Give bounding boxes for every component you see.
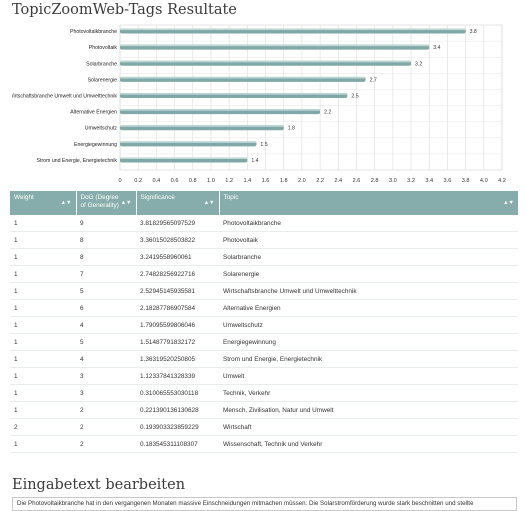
table-row <box>10 368 518 385</box>
cell-dog: 7 <box>76 266 136 283</box>
header-weight[interactable] <box>10 191 76 215</box>
sort-icon[interactable]: ▲▼ <box>503 200 514 206</box>
x-tick-label: 3.2 <box>407 178 415 184</box>
cell-dog: 3 <box>76 385 136 402</box>
data-label: 1.5 <box>260 141 268 148</box>
cell-topic: Technik, Verkehr <box>219 385 518 402</box>
table-row <box>10 334 518 351</box>
category-label: Umweltschutz <box>84 125 117 132</box>
cell-weight: 1 <box>10 334 76 351</box>
data-label: 2.5 <box>351 93 359 100</box>
x-tick-label: 0.8 <box>188 178 197 184</box>
bar-highlight <box>120 125 284 127</box>
significance-bar-chart <box>12 22 517 187</box>
cell-weight: 1 <box>10 283 76 300</box>
table-row <box>10 300 518 317</box>
table-row <box>10 436 518 453</box>
x-tick-label: 4.2 <box>498 178 506 184</box>
cell-weight: 1 <box>10 402 76 419</box>
cell-dog: 3 <box>76 368 136 385</box>
cell-topic: Wissenschaft, Technik und Verkehr <box>219 436 518 453</box>
cell-dog: 5 <box>76 283 136 300</box>
data-label: 3.4 <box>433 45 441 52</box>
cell-topic: Solarenergie <box>219 266 518 283</box>
cell-significance: 2.18287786907584 <box>136 300 219 317</box>
category-label: Alternative Energien <box>70 109 117 116</box>
cell-dog: 4 <box>76 351 136 368</box>
data-label: 2.2 <box>324 109 332 116</box>
x-tick-label: 2.0 <box>298 178 306 184</box>
cell-dog: 2 <box>76 419 136 436</box>
cell-weight: 1 <box>10 249 76 266</box>
cell-topic: Wirtschaftsbranche Umwelt und Umwelttechnik <box>219 283 518 300</box>
x-tick-label: 0.6 <box>170 178 179 184</box>
table-row <box>10 317 518 334</box>
cell-weight: 1 <box>10 232 76 249</box>
cell-weight: 1 <box>10 266 76 283</box>
table-header-row <box>10 191 518 215</box>
x-tick-label: 0.4 <box>152 178 161 184</box>
data-label: 2.7 <box>369 77 377 84</box>
header-significance-label: Significance <box>140 194 175 201</box>
x-tick-label: 0.2 <box>134 178 143 184</box>
cell-weight: 1 <box>10 368 76 385</box>
cell-significance: 1.12337841328339 <box>136 368 219 385</box>
header-weight-label: Weight <box>14 194 34 201</box>
table-row <box>10 215 518 232</box>
category-label: Solarenergie <box>87 77 117 84</box>
cell-dog: 8 <box>76 232 136 249</box>
cell-weight: 1 <box>10 215 76 232</box>
x-tick-label: 2.6 <box>352 178 361 184</box>
cell-topic: Alternative Energien <box>219 300 518 317</box>
bar-highlight <box>120 61 411 63</box>
data-label: 3.8 <box>469 29 477 36</box>
cell-significance: 0.310065553030118 <box>136 385 219 402</box>
table-row <box>10 232 518 249</box>
cell-topic: Photovoltaik <box>219 232 518 249</box>
cell-significance: 2.74828256922716 <box>136 266 219 283</box>
cell-weight: 2 <box>10 419 76 436</box>
x-tick-label: 1.8 <box>279 178 288 184</box>
x-tick-label: 2.4 <box>334 178 343 184</box>
cell-significance: 0.183545311108307 <box>136 436 219 453</box>
cell-dog: 6 <box>76 300 136 317</box>
sort-icon[interactable]: ▲▼ <box>120 200 132 206</box>
header-dog[interactable] <box>76 191 136 215</box>
category-label: Photovoltaik <box>88 45 117 52</box>
x-tick-label: 1.2 <box>225 178 234 184</box>
table-row <box>10 385 518 402</box>
x-tick-label: 2.2 <box>316 178 324 184</box>
x-tick-label: 1.0 <box>207 178 215 184</box>
cell-weight: 1 <box>10 317 76 334</box>
table-row <box>10 402 518 419</box>
cell-significance: 0.193903323859229 <box>136 419 219 436</box>
category-label: Energiegewinnung <box>74 141 117 148</box>
sort-icon[interactable]: ▲▼ <box>60 200 72 206</box>
cell-weight: 1 <box>10 351 76 368</box>
table-row <box>10 266 518 283</box>
cell-topic: Energiegewinnung <box>219 334 518 351</box>
category-label: Strom und Energie, Energietechnik <box>36 157 117 164</box>
table-row <box>10 283 518 300</box>
cell-significance: 1.36319520250805 <box>136 351 219 368</box>
category-label: Wirtschaftsbranche Umwelt und Umwelttechnik <box>12 93 117 100</box>
table-row <box>10 419 518 436</box>
results-heading: TopicZoomWeb-Tags Resultate <box>12 2 237 18</box>
bar-highlight <box>120 141 256 143</box>
table-body <box>10 215 518 453</box>
cell-weight: 1 <box>10 300 76 317</box>
bar-highlight <box>120 157 247 159</box>
edit-heading: Eingabetext bearbeiten <box>12 477 186 493</box>
cell-topic: Wirtschaft <box>219 419 518 436</box>
x-tick-label: 2.8 <box>370 178 379 184</box>
x-tick-label: 0 <box>118 178 122 184</box>
x-tick-label: 3.8 <box>461 178 470 184</box>
data-label: 1.4 <box>251 157 259 164</box>
cell-topic: Solarbranche <box>219 249 518 266</box>
cell-significance: 1.79095599806046 <box>136 317 219 334</box>
category-label: Photovoltaikbranche <box>69 29 117 36</box>
cell-significance: 3.81829565097529 <box>136 215 219 232</box>
bar-highlight <box>120 29 466 31</box>
x-tick-label: 3.0 <box>388 178 397 184</box>
x-tick-label: 4.0 <box>479 178 488 184</box>
header-dog-label: DoG (Degree of Generality) <box>80 194 119 209</box>
data-label: 1.8 <box>287 125 295 132</box>
cell-significance: 2.52945145935581 <box>136 283 219 300</box>
data-label: 3.2 <box>415 61 423 68</box>
bar-highlight <box>120 77 366 79</box>
cell-significance: 3.36015028503822 <box>136 232 219 249</box>
sort-icon[interactable]: ▲▼ <box>203 200 215 206</box>
x-tick-label: 1.6 <box>261 178 270 184</box>
cell-dog: 2 <box>76 436 136 453</box>
bar-highlight <box>120 93 347 95</box>
cell-weight: 1 <box>10 385 76 402</box>
x-tick-label: 1.4 <box>243 178 252 184</box>
cell-dog: 9 <box>76 215 136 232</box>
table-row <box>10 351 518 368</box>
x-tick-label: 3.4 <box>425 178 434 184</box>
category-label: Solarbranche <box>86 61 117 68</box>
cell-dog: 4 <box>76 317 136 334</box>
cell-topic: Strom und Energie, Energietechnik <box>219 351 518 368</box>
cell-dog: 8 <box>76 249 136 266</box>
cell-weight: 1 <box>10 436 76 453</box>
input-text-area[interactable]: Die Photovoltaikbranche hat in den vergangenen Monaten massive Einschneidungen mitmachen müssen. Die Solarstromförderung wurde stark beschnitten und stellte <box>12 497 517 511</box>
x-tick-label: 3.6 <box>443 178 452 184</box>
bar-highlight <box>120 109 320 111</box>
cell-topic: Photovoltaikbranche <box>219 215 518 232</box>
cell-significance: 0.221390136130628 <box>136 402 219 419</box>
chart-svg <box>12 22 517 187</box>
cell-dog: 2 <box>76 402 136 419</box>
cell-topic: Mensch, Zivilisation, Natur und Umwelt <box>219 402 518 419</box>
header-significance[interactable] <box>136 191 219 215</box>
bar-highlight <box>120 45 429 47</box>
results-table <box>10 191 518 453</box>
header-topic-label: Topic <box>223 194 239 201</box>
cell-significance: 3.2419558960061 <box>136 249 219 266</box>
cell-topic: Umwelt <box>219 368 518 385</box>
cell-dog: 5 <box>76 334 136 351</box>
cell-significance: 1.51487791832172 <box>136 334 219 351</box>
table-row <box>10 249 518 266</box>
header-topic[interactable] <box>219 191 518 215</box>
cell-topic: Umweltschutz <box>219 317 518 334</box>
